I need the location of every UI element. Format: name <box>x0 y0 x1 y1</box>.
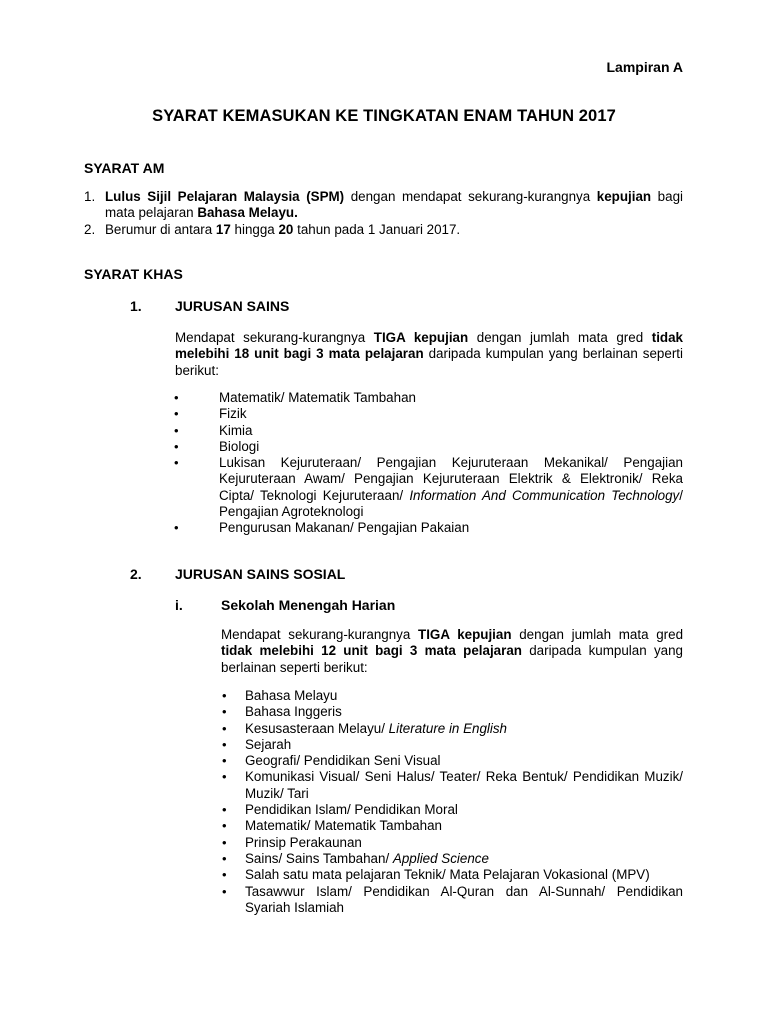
text-span: Kesusasteraan Melayu/ <box>245 720 389 736</box>
text-span: dengan jumlah mata gred <box>511 627 684 642</box>
sub-number: i. <box>175 597 183 613</box>
list-item: • Prinsip Perakaunan <box>221 835 683 851</box>
list-item <box>221 721 683 737</box>
list-item <box>221 851 683 867</box>
age-min: 17 <box>215 221 231 237</box>
item-number: 1. <box>84 189 96 204</box>
syarat-am-heading: SYARAT AM <box>84 160 165 176</box>
list-item: • Bahasa Melayu <box>221 688 683 704</box>
list-item: • Matematik/ Matematik Tambahan <box>221 818 683 834</box>
age-max: 20 <box>278 221 294 237</box>
sub-heading: Sekolah Menengah Harian <box>221 597 396 613</box>
literature-italic: Literature in English <box>388 720 508 736</box>
kepujian-text: kepujian <box>596 189 652 204</box>
text-span: Mendapat sekurang-kurangnya <box>221 627 419 642</box>
text-span: Mendapat sekurang-kurangnya <box>175 330 374 345</box>
sosial-subject-list <box>221 688 683 916</box>
sains-heading: JURUSAN SAINS <box>175 298 290 314</box>
text-span: dengan mendapat sekurang-kurangnya <box>344 189 597 204</box>
text-span: Lukisan Kejuruteraan/ Pengajian Kejuruteraan Mekanikal/ Pengajian Kejuruteraan Awam/ Pengajian Kejuruteraan Elektrik & Elektronik/ Reka Cipta/ Teknologi Kejuruteraan/ <box>219 455 683 503</box>
list-item: • Tasawwur Islam/ Pendidikan Al-Quran dan Al-Sunnah/ Pendidikan Syariah Islamiah <box>221 884 683 917</box>
list-item: • Bahasa Inggeris <box>221 704 683 720</box>
list-item: • Pengurusan Makanan/ Pengajian Pakaian <box>173 520 683 536</box>
text-span: bagi mata pelajaran <box>105 189 683 221</box>
list-item: • Biologi <box>173 439 683 455</box>
syarat-khas-heading: SYARAT KHAS <box>84 266 183 282</box>
text-span: daripada kumpulan yang berlainan seperti berikut: <box>175 346 683 378</box>
unit-limit: tidak melebihi 18 unit bagi 3 mata pelajaran <box>175 330 683 362</box>
sains-number: 1. <box>130 298 142 314</box>
text-span: tahun pada 1 Januari 2017. <box>293 221 461 237</box>
unit-limit: tidak melebihi 12 unit bagi 3 mata pelajaran <box>221 643 522 659</box>
list-item: • Geografi/ Pendidikan Seni Visual <box>221 753 683 769</box>
text-span: / Pengajian Agroteknologi <box>219 487 683 520</box>
list-item <box>173 455 683 520</box>
syarat-am-item-1 <box>84 189 683 222</box>
text-span: Sains/ Sains Tambahan/ <box>245 850 393 866</box>
item-number: 2. <box>84 221 96 237</box>
sains-subject-list <box>173 390 683 537</box>
syarat-am-item-2 <box>84 222 683 238</box>
applied-science-italic: Applied Science <box>392 850 489 866</box>
text-span: hingga <box>230 221 279 237</box>
sosial-heading: JURUSAN SAINS SOSIAL <box>175 566 346 582</box>
list-item: • Fizik <box>173 406 683 422</box>
list-item: • Komunikasi Visual/ Seni Halus/ Teater/ Reka Bentuk/ Pendidikan Muzik/ Muzik/ Tari <box>221 769 683 802</box>
tiga-kepujian: TIGA kepujian <box>418 627 512 642</box>
text-span: Berumur di antara <box>105 221 216 237</box>
syarat-am-list <box>84 189 683 238</box>
bahasa-melayu-text: Bahasa Melayu. <box>197 205 298 221</box>
text-span: daripada kumpulan yang berlainan seperti berikut: <box>221 643 683 675</box>
list-item: • Sejarah <box>221 737 683 753</box>
list-item: • Matematik/ Matematik Tambahan <box>173 390 683 406</box>
lampiran-label: Lampiran A <box>606 59 683 75</box>
sosial-paragraph <box>221 627 683 676</box>
ict-italic: Information And Communication Technology <box>409 487 680 503</box>
spm-text: Lulus Sijil Pelajaran Malaysia (SPM) <box>105 189 345 204</box>
list-item: • Pendidikan Islam/ Pendidikan Moral <box>221 802 683 818</box>
list-item: • Salah satu mata pelajaran Teknik/ Mata Pelajaran Vokasional (MPV) <box>221 867 683 883</box>
list-item: • Kimia <box>173 423 683 439</box>
tiga-kepujian: TIGA kepujian <box>373 330 469 345</box>
sosial-number: 2. <box>130 566 142 582</box>
text-span: dengan jumlah mata gred <box>468 330 652 345</box>
page-title: SYARAT KEMASUKAN KE TINGKATAN ENAM TAHUN 2017 <box>152 107 616 125</box>
sains-paragraph <box>175 330 683 379</box>
